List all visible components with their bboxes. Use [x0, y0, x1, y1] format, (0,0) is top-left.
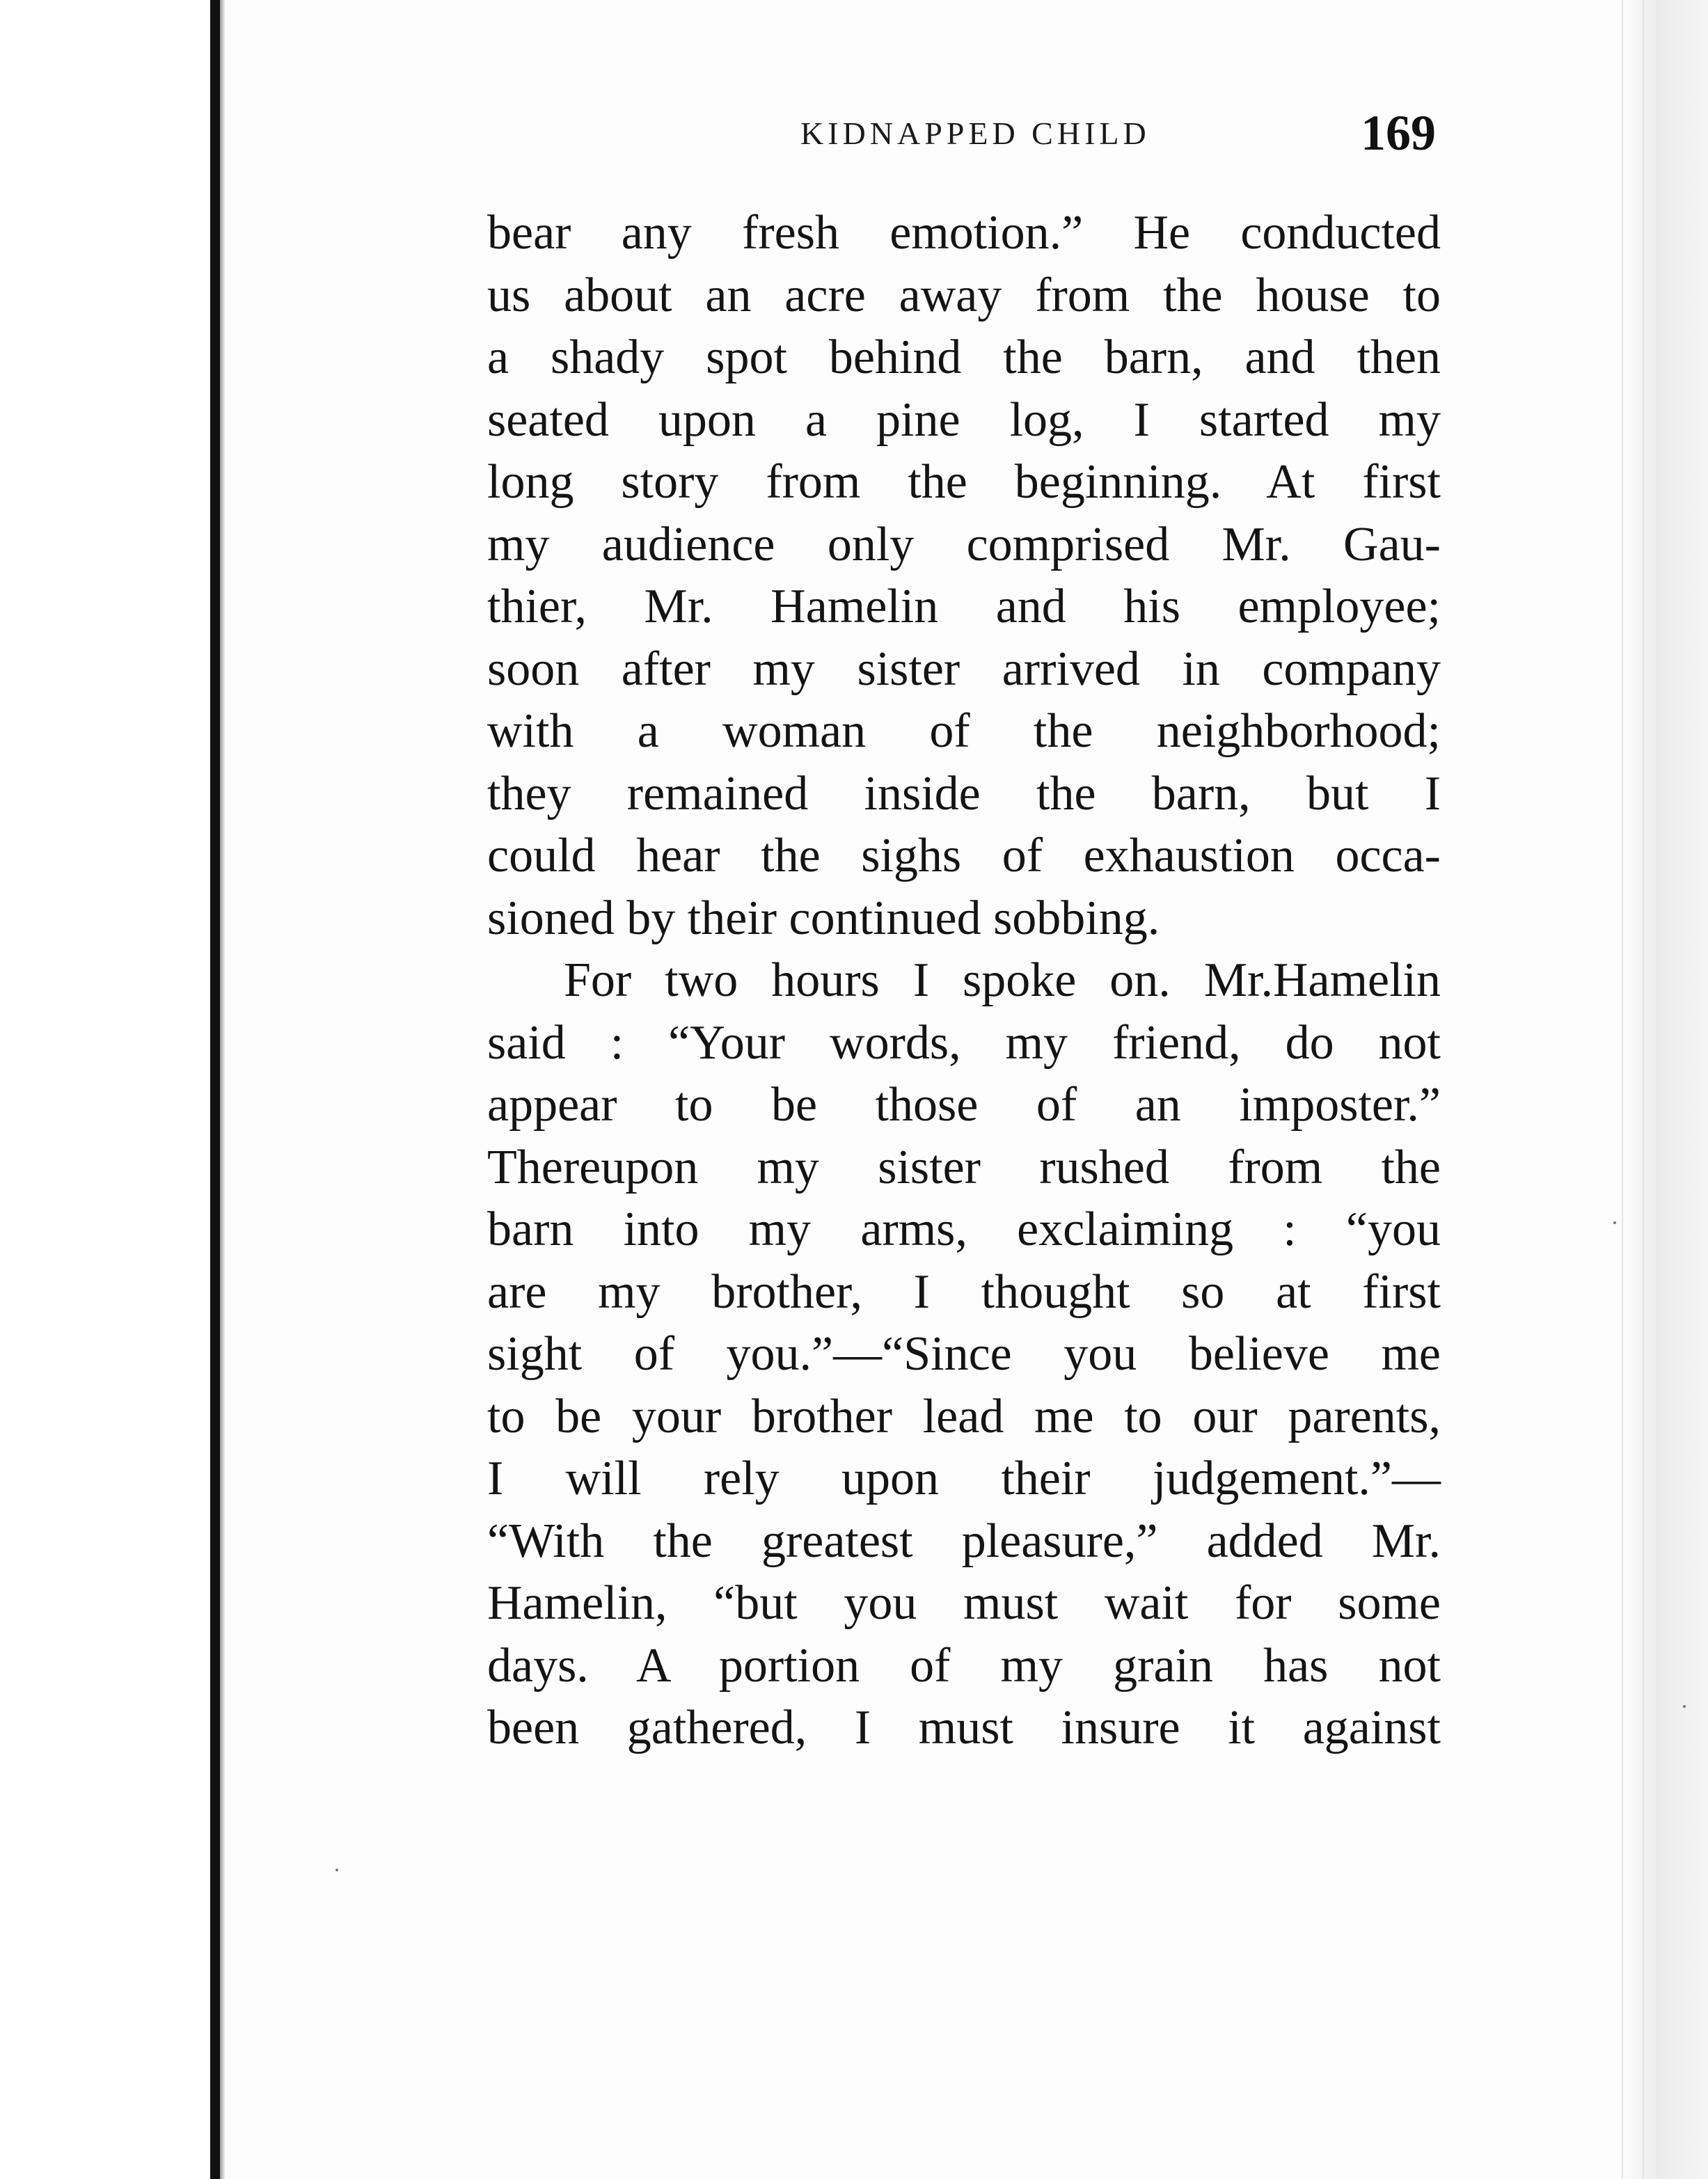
text-line: said : “Your words, my friend, do not	[487, 1015, 1441, 1070]
text-line: my audience only comprised Mr. Gau-	[487, 517, 1441, 571]
text-line: long story from the beginning. At first	[487, 455, 1441, 509]
text-line: days. A portion of my grain has not	[487, 1638, 1441, 1693]
text-line: seated upon a pine log, I started my	[487, 393, 1441, 447]
page-edge-line	[1643, 0, 1644, 2179]
page-edge-line	[1622, 0, 1623, 2179]
body-text	[487, 202, 1441, 1759]
text-line: been gathered, I must insure it against	[487, 1701, 1441, 1754]
text-line: Hamelin, “but you must wait for some	[487, 1576, 1441, 1630]
paper-speck	[1613, 1221, 1616, 1224]
text-line: “With the greatest pleasure,” added Mr.	[487, 1514, 1441, 1568]
text-line: Thereupon my sister rushed from the	[487, 1140, 1441, 1194]
gutter-shadow	[220, 0, 226, 2179]
text-line: sight of you.”—“Since you believe me	[487, 1327, 1441, 1381]
text-line: bear any fresh emotion.” He conducted	[487, 206, 1441, 260]
text-line: soon after my sister arrived in company	[487, 642, 1441, 696]
text-line: are my brother, I thought so at first	[487, 1265, 1441, 1319]
text-line: they remained inside the barn, but I	[487, 766, 1441, 821]
text-line: barn into my arms, exclaiming : “you	[487, 1203, 1441, 1256]
paper-speck	[335, 1869, 338, 1871]
text-line: could hear the sighs of exhaustion occa-	[487, 829, 1441, 882]
text-line: sioned by their continued sobbing.	[487, 891, 1160, 945]
left-page-margin	[0, 0, 209, 2179]
paper-speck	[1683, 1705, 1686, 1708]
page-number: 169	[1361, 105, 1436, 161]
text-line: appear to be those of an imposter.”	[487, 1078, 1441, 1132]
text-line: thier, Mr. Hamelin and his employee;	[487, 580, 1441, 633]
text-line: us about an acre away from the house to	[487, 268, 1441, 322]
page-edge	[1624, 0, 1708, 2179]
text-line: a shady spot behind the barn, and then	[487, 331, 1441, 384]
text-line: to be your brother lead me to our parents,	[487, 1389, 1441, 1443]
paragraph-first-line: For two hours I spoke on. Mr.Hamelin	[564, 953, 1441, 1007]
running-head: KIDNAPPED CHILD	[800, 116, 1150, 151]
text-line: I will rely upon their judgement.”—	[487, 1452, 1441, 1505]
book-binding-gutter	[210, 0, 220, 2179]
text-line: with a woman of the neighborhood;	[487, 704, 1441, 758]
